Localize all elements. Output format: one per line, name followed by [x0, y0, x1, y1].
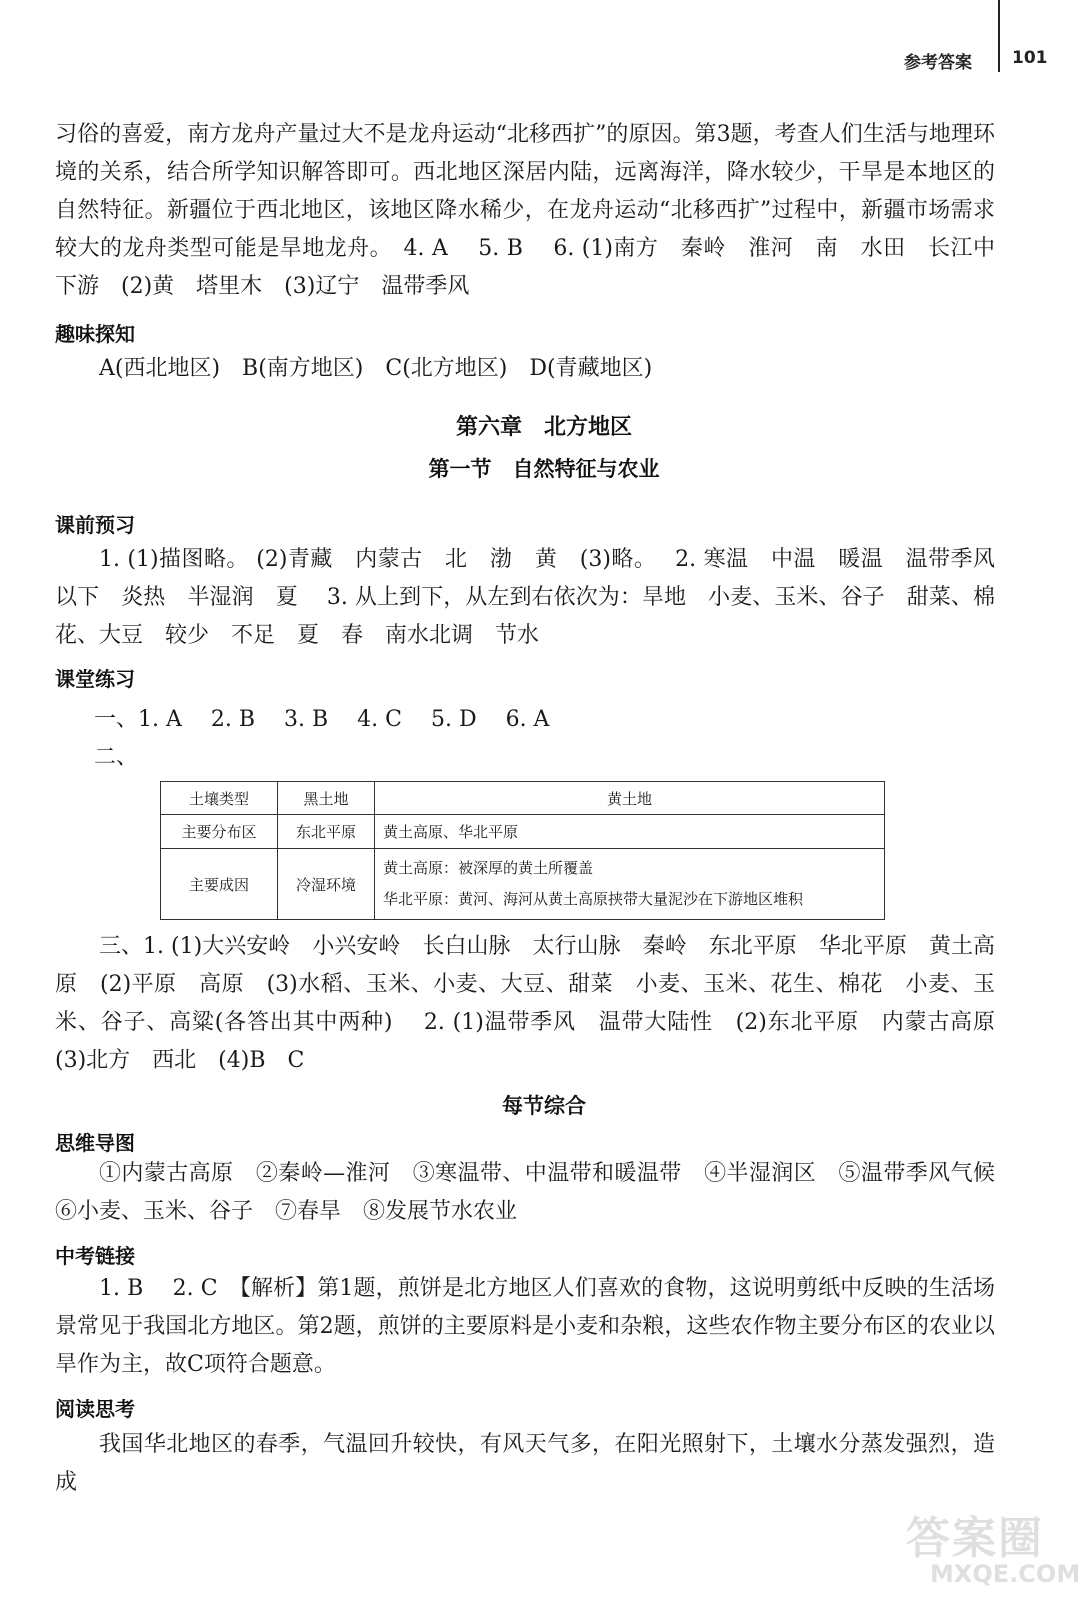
- fun-explore-answers: A(西北地区) B(南方地区) C(北方地区) D(青藏地区): [99, 356, 653, 381]
- header-divider: [998, 0, 1000, 72]
- soil-table: [160, 781, 885, 920]
- table-cell-line: 华北平原：黄河、海河从黄土高原挟带大量泥沙在下游地区堆积: [383, 890, 804, 908]
- watermark-main: 答案圈: [906, 1513, 1044, 1564]
- table-cell: 黄土高原、华北平原: [375, 815, 885, 849]
- page-number: 101: [1012, 48, 1048, 68]
- summary-title: 每节综合: [502, 1094, 586, 1118]
- classroom-part1: 一、1. A 2. B 3. B 4. C 5. D 6. A: [94, 707, 550, 732]
- table-cell: 主要成因: [161, 849, 278, 920]
- table-cell: [375, 849, 885, 920]
- table-cell: 东北平原: [278, 815, 375, 849]
- table-cell-line: 黄土高原：被深厚的黄土所覆盖: [383, 859, 594, 877]
- table-header-cell: 黑土地: [278, 782, 375, 815]
- preview-answers: 1. (1)描图略。 (2)青藏 内蒙古 北 渤 黄 (3)略。 2. 寒温 中温 暖温 温带季风 以下 炎热 半湿润 夏 3. 从上到下，从左到右依次为：旱地 小麦、玉米、谷子 甜菜、棉花、大豆 较少 不足 夏 春 南水北调 节水: [55, 547, 1018, 648]
- intro-paragraph: 习俗的喜爱，南方龙舟产量过大不是龙舟运动“北移西扩”的原因。第3题，考查人们生活与地理环境的关系，结合所学知识解答即可。西北地区深居内陆，远离海洋，降水较少，干旱是本地区的自然特征。新疆位于西北地区，该地区降水稀少，在龙舟运动“北移西扩”过程中，新疆市场需求较大的龙舟类型可能是旱地龙舟。 4. A 5. B 6. (1)南方 秦岭 淮河 南 水田 长江中下游 (2)黄 塔里木 (3)辽宁 温带季风: [55, 122, 995, 299]
- table-cell: 主要分布区: [161, 815, 278, 849]
- reading-heading: 阅读思考: [55, 1397, 135, 1421]
- fun-explore-heading: 趣味探知: [55, 322, 135, 346]
- reading-text: 我国华北地区的春季，气温回升较快，有风天气多，在阳光照射下，土壤水分蒸发强烈，造成: [55, 1432, 995, 1495]
- table-row: [161, 849, 885, 920]
- table-cell: 冷湿环境: [278, 849, 375, 920]
- table-row: [161, 815, 885, 849]
- chapter-title: 第六章 北方地区: [455, 415, 632, 440]
- watermark: [900, 1500, 1081, 1600]
- table-header-cell: 土壤类型: [161, 782, 278, 815]
- exam-link-answers: 1. B 2. C 【解析】第1题，煎饼是北方地区人们喜欢的食物，这说明剪纸中反映的生活场景常见于我国北方地区。第2题，煎饼的主要原料是小麦和杂粮，这些农作物主要分布区的农业以旱作为主，故C项符合题意。: [55, 1276, 995, 1377]
- table-header-cell: 黄土地: [375, 782, 885, 815]
- preview-heading: 课前预习: [55, 513, 135, 537]
- mind-map-heading: 思维导图: [55, 1131, 135, 1155]
- exam-link-heading: 中考链接: [55, 1244, 135, 1268]
- watermark-sub: MXQE.COM: [930, 1560, 1081, 1588]
- classroom-part3: 三、1. (1)大兴安岭 小兴安岭 长白山脉 太行山脉 秦岭 东北平原 华北平原 黄土高原 (2)平原 高原 (3)水稻、玉米、小麦、大豆、甜菜 小麦、玉米、花生、棉花 小麦、玉米、谷子、高粱(各答出其中两种) 2. (1)温带季风 温带大陆性 (2)东北平原 内蒙古高原 (3)北方 西北 (4)B C: [55, 934, 1018, 1073]
- classroom-part2-label: 二、: [94, 745, 139, 770]
- section-title: 第一节 自然特征与农业: [428, 457, 660, 481]
- mind-map-answers: ①内蒙古高原 ②秦岭—淮河 ③寒温带、中温带和暖温带 ④半湿润区 ⑤温带季风气候 ⑥小麦、玉米、谷子 ⑦春旱 ⑧发展节水农业: [55, 1161, 1018, 1224]
- table-header-row: [161, 782, 885, 815]
- classroom-heading: 课堂练习: [55, 667, 135, 691]
- header-title: 参考答案: [904, 53, 972, 73]
